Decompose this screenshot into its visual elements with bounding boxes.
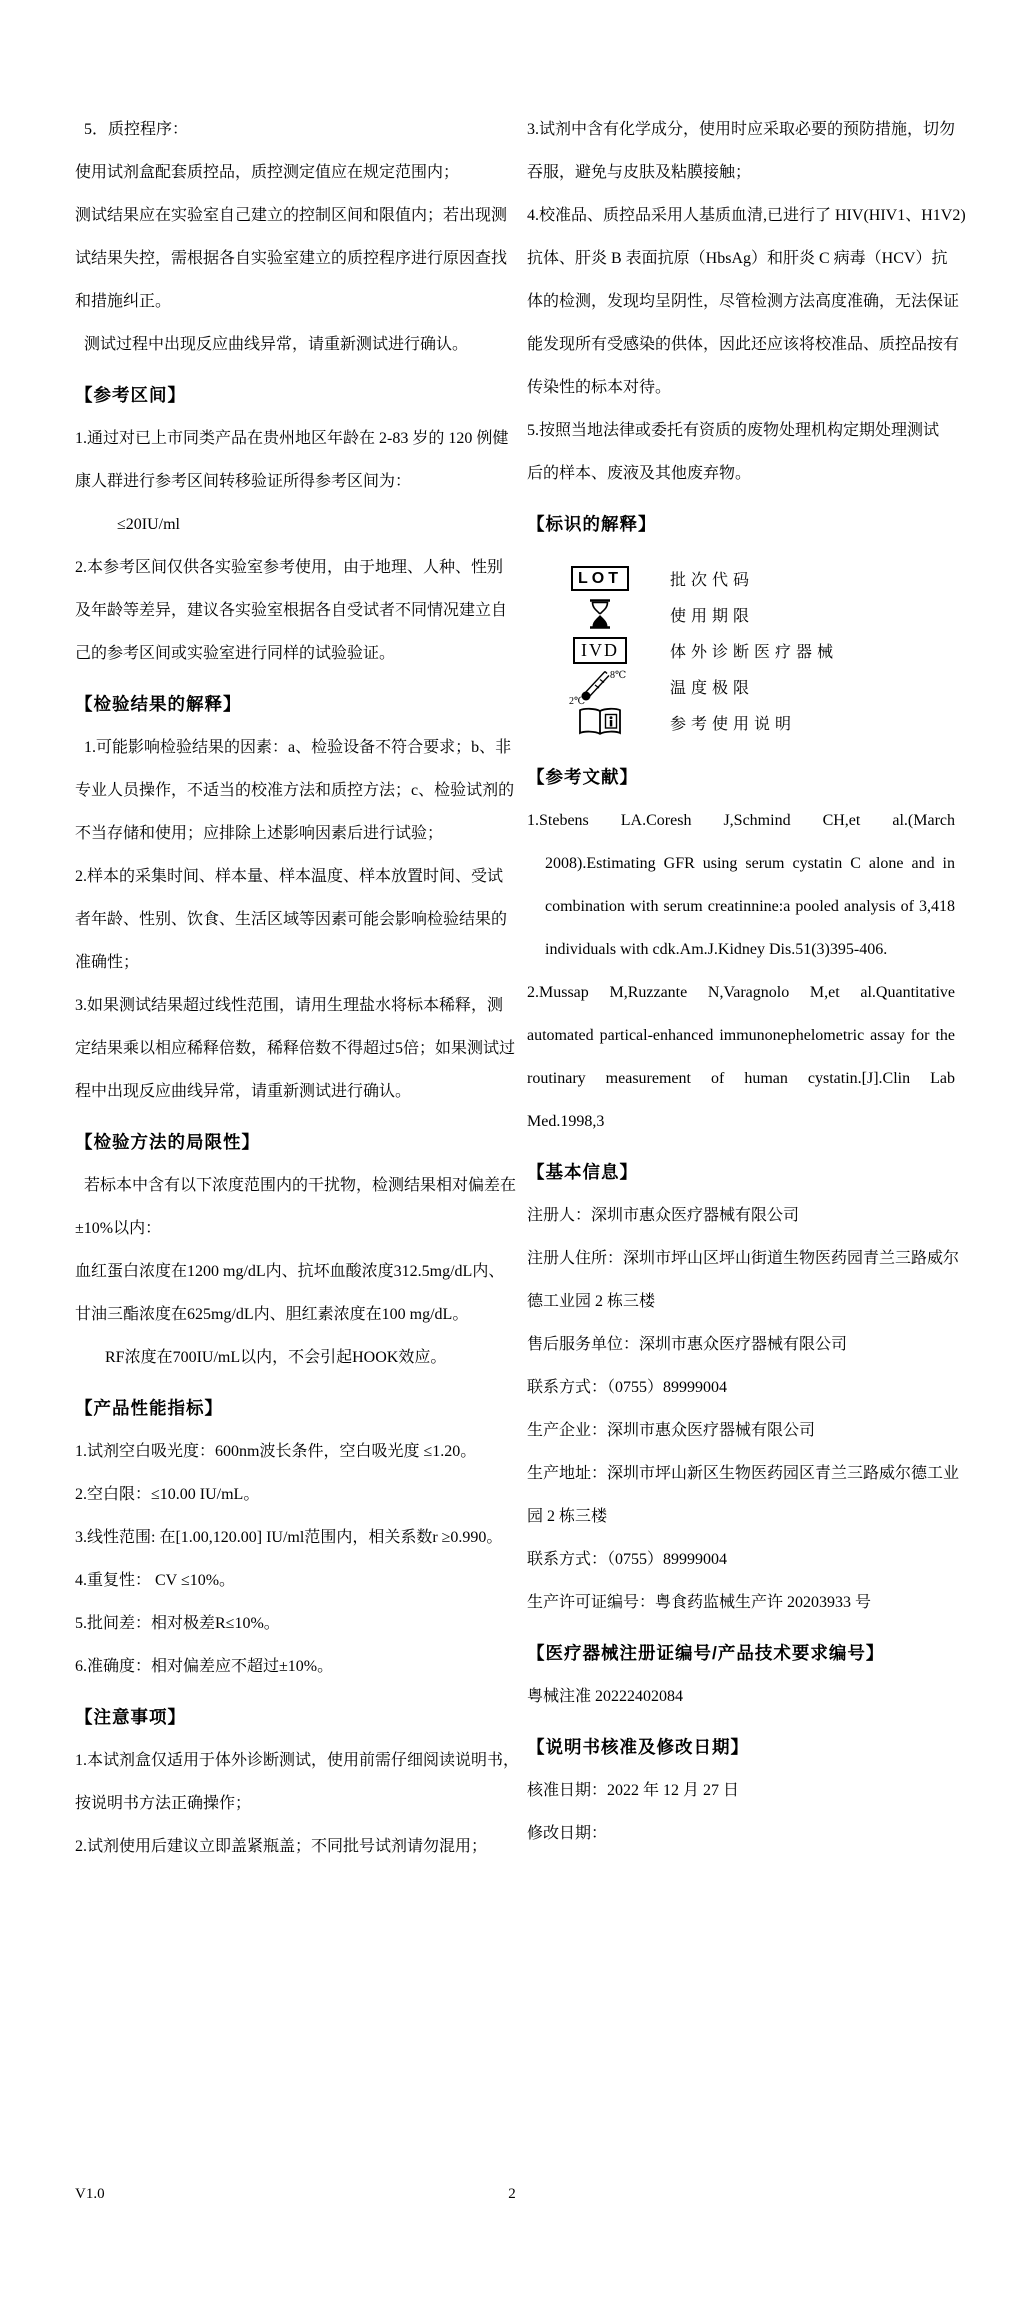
text-line: 生产企业：深圳市惠众医疗器械有限公司 xyxy=(527,1422,816,1439)
text-line: 康人群进行参考区间转移验证所得参考区间为： xyxy=(75,473,412,490)
section-heading: 【基本信息】 xyxy=(527,1162,638,1182)
symbol-label: 参考使用说明 xyxy=(670,715,797,733)
text-line: 定结果乘以相应稀释倍数，稀释倍数不得超过5倍；如果测试过 xyxy=(75,1040,516,1057)
symbol-row-expiry xyxy=(540,596,955,632)
section-heading: 【检验结果的解释】 xyxy=(75,694,242,714)
text-line: 准确性； xyxy=(75,954,140,971)
text-line: 1.Stebens LA.Coresh J,Schmind CH,et al.(March xyxy=(527,812,955,829)
text-line: routinary measurement of human cystatin.[J].Clin Lab xyxy=(527,1070,955,1087)
text-line: 粤械注准 20222402084 xyxy=(527,1688,684,1705)
text-line: 生产地址：深圳市坪山新区生物医药园区青兰三路威尔德工业 xyxy=(527,1465,960,1482)
text-line: individuals with cdk.Am.J.Kidney Dis.51(3)395-406. xyxy=(545,941,888,958)
section-heading: 【参考区间】 xyxy=(75,385,186,405)
lot-icon xyxy=(540,566,660,591)
text-line: 6.准确度：相对偏差应不超过±10%。 xyxy=(75,1658,334,1675)
text-line: 1.试剂空白吸光度：600nm波长条件，空白吸光度 ≤1.20。 xyxy=(75,1443,477,1460)
text-line: 4.校准品、质控品采用人基质血清,已进行了 HIV(HIV1、H1V2) xyxy=(527,207,966,224)
text-line: 修改日期： xyxy=(527,1825,608,1842)
right-column xyxy=(527,108,966,1868)
left-column xyxy=(75,108,520,1868)
symbol-legend xyxy=(540,560,955,740)
svg-text:2℃: 2℃ xyxy=(569,696,586,705)
text-line: 传染性的标本对待。 xyxy=(527,379,672,396)
section-heading: 【产品性能指标】 xyxy=(75,1398,223,1418)
text-line: ≤20IU/ml xyxy=(117,516,180,533)
symbol-row-temperature xyxy=(540,668,955,704)
text-line: 后的样本、废液及其他废弃物。 xyxy=(527,465,752,482)
text-line: 甘油三酯浓度在625mg/dL内、胆红素浓度在100 mg/dL。 xyxy=(75,1306,469,1323)
text-line: 抗体、肝炎 B 表面抗原（HbsAg）和肝炎 C 病毒（HCV）抗 xyxy=(527,250,948,267)
text-line: 吞服，避免与皮肤及粘膜接触； xyxy=(527,164,752,181)
right-column-top xyxy=(527,108,966,546)
symbol-row-ivd xyxy=(540,632,955,668)
text-line: 注册人住所：深圳市坪山区坪山街道生物医药园青兰三路威尔 xyxy=(527,1250,960,1267)
text-line: 德工业园 2 栋三楼 xyxy=(527,1293,656,1310)
section-heading: 【医疗器械注册证编号/产品技术要求编号】 xyxy=(527,1643,885,1663)
text-line: 售后服务单位：深圳市惠众医疗器械有限公司 xyxy=(527,1336,848,1353)
text-line: 2.空白限：≤10.00 IU/mL。 xyxy=(75,1486,260,1503)
text-line: 园 2 栋三楼 xyxy=(527,1508,608,1525)
text-line: 3.线性范围: 在[1.00,120.00] IU/ml范围内，相关系数r ≥0.990。 xyxy=(75,1529,503,1546)
text-line: 和措施纠正。 xyxy=(75,293,172,310)
text-line: 程中出现反应曲线异常，请重新测试进行确认。 xyxy=(75,1083,412,1100)
text-line: automated partical-enhanced immunonephelometric assay for the xyxy=(527,1027,955,1044)
text-line: 体的检测，发现均呈阴性，尽管检测方法高度准确，无法保证 xyxy=(527,293,960,310)
footer-page-number: 2 xyxy=(508,2186,516,2202)
temperature-icon xyxy=(540,667,660,705)
text-line: 者年龄、性别、饮食、生活区域等因素可能会影响检验结果的 xyxy=(75,911,508,928)
text-line: 测试结果应在实验室自己建立的控制区间和限值内；若出现测 xyxy=(75,207,508,224)
text-line: 注册人：深圳市惠众医疗器械有限公司 xyxy=(527,1207,800,1224)
symbol-label: 批次代码 xyxy=(670,571,755,589)
text-line: 2008).Estimating GFR using serum cystatin C alone and in xyxy=(545,855,955,872)
text-line: 按说明书方法正确操作； xyxy=(75,1795,252,1812)
footer-version: V1.0 xyxy=(75,2186,105,2202)
text-line: 4.重复性： CV ≤10%。 xyxy=(75,1572,236,1589)
svg-text:8℃: 8℃ xyxy=(610,670,627,681)
text-line: 2.本参考区间仅供各实验室参考使用，由于地理、人种、性别 xyxy=(75,559,504,576)
symbol-row-manual xyxy=(540,704,955,740)
text-line: ±10%以内： xyxy=(75,1220,162,1237)
text-line: 生产许可证编号：粤食药监械生产许 20203933 号 xyxy=(527,1594,872,1611)
text-line: 使用试剂盒配套质控品，质控测定值应在规定范围内； xyxy=(75,164,460,181)
manual-icon xyxy=(540,707,660,737)
text-line: 5．质控程序： xyxy=(84,121,189,138)
symbol-label: 温度极限 xyxy=(670,679,755,697)
text-line: 2.试剂使用后建议立即盖紧瓶盖；不同批号试剂请勿混用； xyxy=(75,1838,488,1855)
text-line: 联系方式：（0755）89999004 xyxy=(527,1551,728,1568)
text-line: 测试过程中出现反应曲线异常，请重新测试进行确认。 xyxy=(84,336,469,353)
lot-icon-text: LOT xyxy=(571,566,629,591)
text-line: 不当存储和使用；应排除上述影响因素后进行试验； xyxy=(75,825,444,842)
text-line: 核准日期：2022 年 12 月 27 日 xyxy=(527,1782,740,1799)
hourglass-icon xyxy=(540,599,660,629)
text-line: 1.可能影响检验结果的因素：a、检验设备不符合要求；b、非 xyxy=(84,739,512,756)
section-heading: 【说明书核准及修改日期】 xyxy=(527,1737,749,1757)
section-heading: 【注意事项】 xyxy=(75,1707,186,1727)
ivd-icon xyxy=(540,637,660,664)
text-line: 己的参考区间或实验室进行同样的试验验证。 xyxy=(75,645,396,662)
ivd-icon-text: IVD xyxy=(573,637,627,664)
text-line: 2.Mussap M,Ruzzante N,Varagnolo M,et al.Quantitative xyxy=(527,984,955,1001)
text-line: combination with serum creatinnine:a pooled analysis of 3,418 xyxy=(545,898,955,915)
text-line: 专业人员操作，不适当的校准方法和质控方法；c、检验试剂的 xyxy=(75,782,515,799)
text-line: 能发现所有受感染的供体，因此还应该将校准品、质控品按有 xyxy=(527,336,960,353)
text-line: Med.1998,3 xyxy=(527,1113,605,1130)
text-line: 3.如果测试结果超过线性范围，请用生理盐水将标本稀释，测 xyxy=(75,997,504,1014)
text-line: 联系方式：（0755）89999004 xyxy=(527,1379,728,1396)
text-line: 5.按照当地法律或委托有资质的废物处理机构定期处理测试 xyxy=(527,422,940,439)
text-line: 血红蛋白浓度在1200 mg/dL内、抗坏血酸浓度312.5mg/dL内、 xyxy=(75,1263,505,1280)
text-line: 试结果失控，需根据各自实验室建立的质控程序进行原因查找 xyxy=(75,250,508,267)
text-line: 1.本试剂盒仅适用于体外诊断测试，使用前需仔细阅读说明书， xyxy=(75,1752,520,1769)
text-line: 2.样本的采集时间、样本量、样本温度、样本放置时间、受试 xyxy=(75,868,504,885)
text-line: 若标本中含有以下浓度范围内的干扰物，检测结果相对偏差在 xyxy=(84,1177,517,1194)
text-line: 及年龄等差异，建议各实验室根据各自受试者不同情况建立自 xyxy=(75,602,508,619)
symbol-label: 使用期限 xyxy=(670,607,755,625)
symbol-label: 体外诊断医疗器械 xyxy=(670,643,839,661)
text-line: RF浓度在700IU/mL以内，不会引起HOOK效应。 xyxy=(105,1349,447,1366)
text-line: 1.通过对已上市同类产品在贵州地区年龄在 2-83 岁的 120 例健 xyxy=(75,430,509,447)
section-heading: 【标识的解释】 xyxy=(527,514,657,534)
section-heading: 【检验方法的局限性】 xyxy=(75,1132,260,1152)
section-heading: 【参考文献】 xyxy=(527,767,638,787)
symbol-row-lot xyxy=(540,560,955,596)
text-line: 3.试剂中含有化学成分，使用时应采取必要的预防措施，切勿 xyxy=(527,121,956,138)
right-column-bottom xyxy=(527,756,960,1855)
two-column-body xyxy=(75,108,966,1868)
text-line: 5.批间差：相对极差R≤10%。 xyxy=(75,1615,280,1632)
